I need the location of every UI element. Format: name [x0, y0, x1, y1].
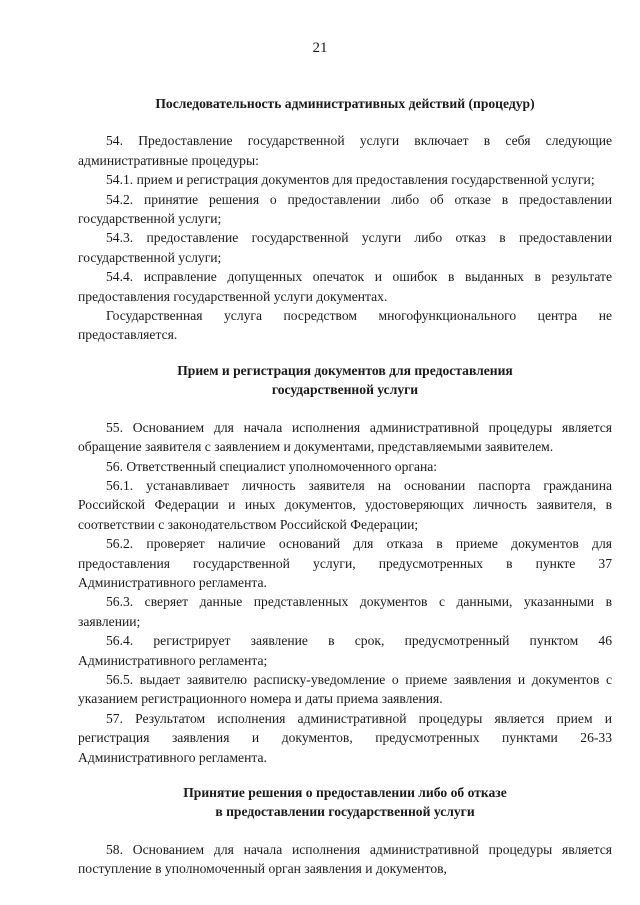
section-heading-decision — [78, 783, 612, 822]
paragraph-55: 55. Основанием для начала исполнения административной процедуры является обращение заявителя с заявлением и документами, представляемыми заявителем. — [78, 419, 612, 455]
paragraph-56-4: 56.4. регистрирует заявление в срок, предусмотренный пунктом 46 Административного регламента; — [78, 633, 612, 668]
section-heading-sequence: Последовательность административных действий (процедур) — [155, 96, 535, 111]
paragraph-54-2: 54.2. принятие решения о предоставлении либо об отказе в предоставлении государственной услуги; — [78, 191, 612, 227]
page-number: 21 — [312, 40, 328, 56]
paragraph-57: 57. Результатом исполнения административной процедуры является прием и регистрация заявления и документов, предусмотренных пунктами 26-33 Административного регламента. — [78, 710, 612, 765]
paragraph-56-5: 56.5. выдает заявителю расписку-уведомление о приеме заявления и документов с указанием регистрационного номера и даты приема заявления. — [78, 671, 612, 707]
section-heading-decision-line1: Принятие решения о предоставлении либо об отказе — [183, 785, 507, 800]
section-heading-reception-line1: Прием и регистрация документов для предоставления — [177, 362, 513, 378]
paragraph-54-3: 54.3. предоставление государственной услуги либо отказ в предоставлении государственной услуги; — [78, 230, 612, 265]
paragraph-56-1: 56.1. устанавливает личность заявителя на основании паспорта гражданина Российской Федерации и иных документов, удостоверяющих личность заявителя, в соответствии с законодательством Российской Федерации; — [78, 477, 612, 532]
paragraph-54-4: 54.4. исправление допущенных опечаток и ошибок в выданных в результате предоставления государственной услуги документах. — [78, 269, 612, 304]
section-heading-reception — [78, 361, 612, 400]
document-body — [78, 94, 612, 879]
section-heading-reception-line2: государственной услуги — [271, 382, 419, 398]
paragraph-54: 54. Предоставление государственной услуги включает в себя следующие административные процедуры: — [78, 133, 612, 168]
paragraph-56-3: 56.3. сверяет данные представленных документов с данными, указанными в заявлении; — [78, 594, 612, 629]
paragraph-mfc: Государственная услуга посредством многофункционального центра не предоставляется. — [78, 308, 612, 343]
paragraph-56-2: 56.2. проверяет наличие оснований для отказа в приеме документов для предоставления государственной услуги, предусмотренных в пункте 37 Административного регламента. — [78, 536, 612, 590]
section-heading-decision-line2: в предоставлении государственной услуги — [215, 804, 475, 820]
paragraph-56: 56. Ответственный специалист уполномоченного органа: — [106, 458, 438, 474]
paragraph-58: 58. Основанием для начала исполнения административной процедуры является поступление в уполномоченный орган заявления и документов, — [78, 841, 612, 877]
paragraph-54-1: 54.1. прием и регистрация документов для предоставления государственной услуги; — [106, 172, 595, 188]
